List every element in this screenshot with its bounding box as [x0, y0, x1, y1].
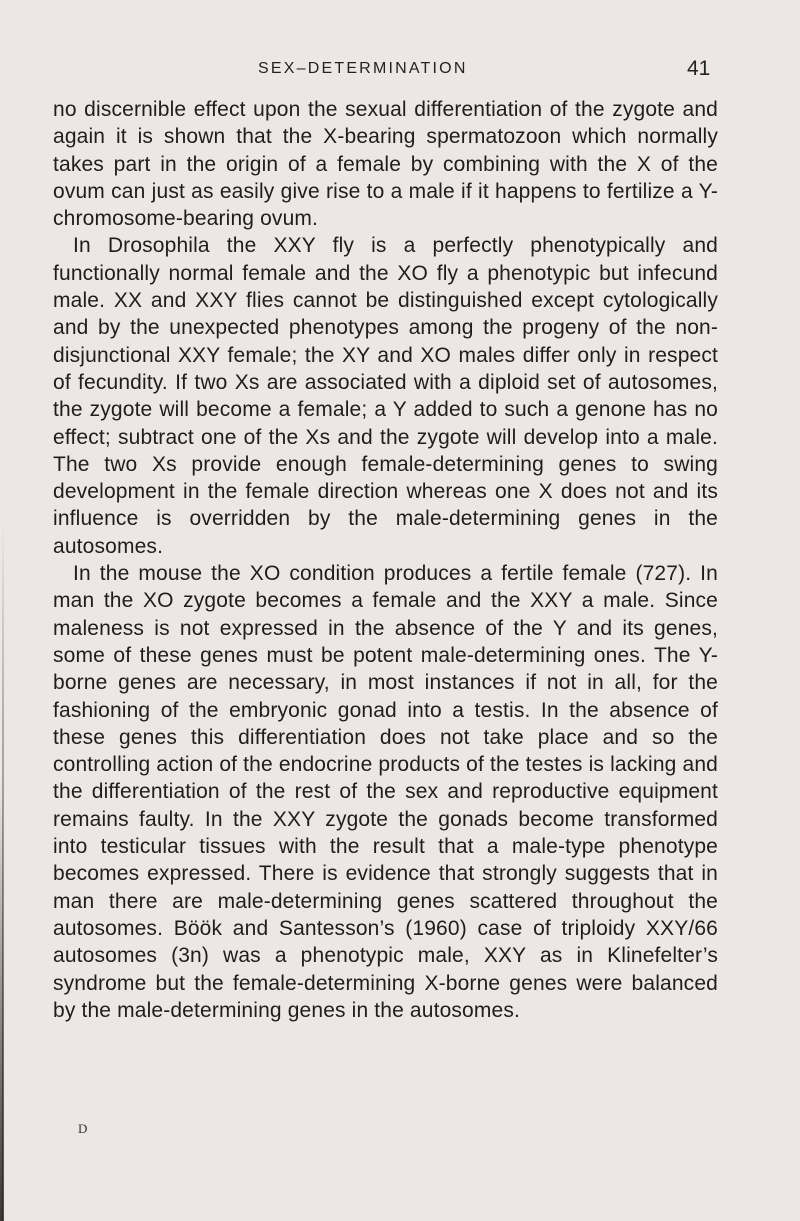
page-edge-shadow: [0, 780, 3, 1221]
body-text: [53, 96, 718, 1024]
signature-mark: D: [78, 1121, 88, 1136]
paragraph-3: In the mouse the XO condition produces a fertile female (727). In man the XO zygote becomes a female and the XXY a male. Since maleness is not expressed in the absence of the Y and its genes, some of these genes must be potent male-determining ones. The Y-borne genes are necessary, in most instances if not in all, for the fashioning of the embryonic gonad into a testis. In the absence of these genes this differentiation does not take place and so the controlling action of the endocrine products of the testes is lacking and the differentiation of the rest of the sex and reproductive equipment remains faulty. In the XXY zygote the gonads become transformed into testicular tissues with the result that a male-type phenotype becomes expressed. There is evidence that strongly suggests that in man there are male-determining genes scattered throughout the autosomes. Böök and Santesson’s (1960) case of triploidy XXY/66 autosomes (3n) was a phenotypic male, XXY as in Klinefelter’s syndrome but the female-determining X-borne genes were balanced by the male-determining genes in the autosomes.: [53, 562, 718, 1022]
page-number: 41: [687, 57, 711, 80]
running-head: SEX–DETERMINATION: [258, 60, 468, 77]
paragraph-2: In Drosophila the XXY fly is a perfectly phenotypically and functionally normal female and the XO fly a phenotypic but infecund male. XX and XXY flies cannot be distinguished except cytologically and by the unexpected phenotypes among the progeny of the non-disjunctional XXY female; the XY and XO males differ only in respect of fecundity. If two Xs are associated with a diploid set of autosomes, the zygote will become a female; a Y added to such a genone has no effect; subtract one of the Xs and the zygote will develop into a male. The two Xs provide enough female-determining genes to swing development in the female direction whereas one X does not and its influence is overridden by the male-determining genes in the autosomes.: [53, 234, 718, 558]
paragraph-1: no discernible effect upon the sexual differentiation of the zygote and again it is shown that the X-bearing spermatozoon which normally takes part in the origin of a female by combining with the X of the ovum can just as easily give rise to a male if it happens to fertilize a Y-chromosome-bearing ovum.: [53, 98, 718, 231]
